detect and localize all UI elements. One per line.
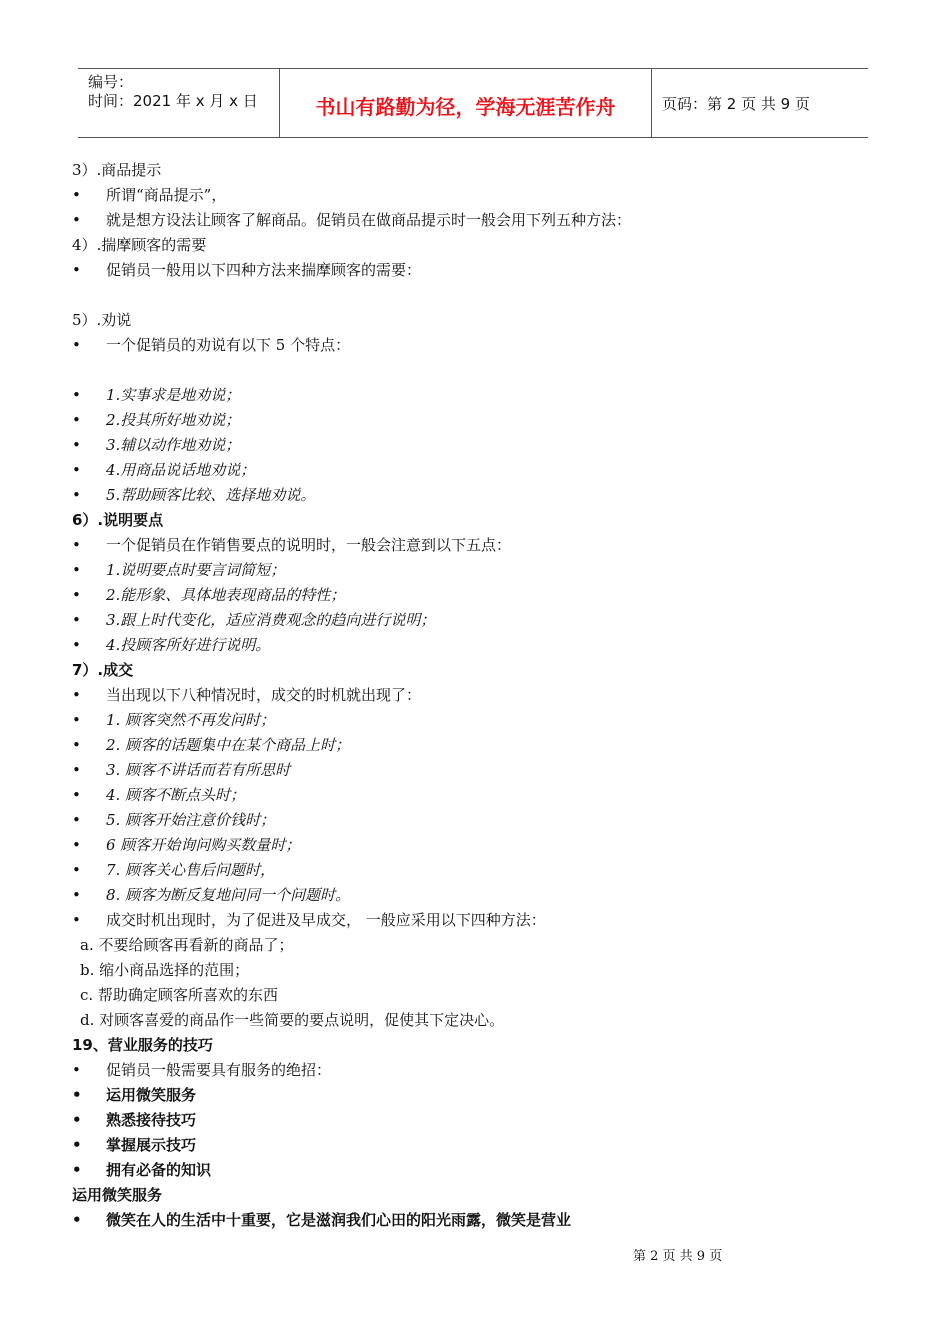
bullet-icon: • [72,586,81,604]
section-heading: 19、营业服务的技巧 [72,1036,213,1054]
bullet-icon: • [72,686,81,704]
bullet-item [72,1058,832,1083]
bullet-text: 运用微笑服务 [106,1086,197,1104]
bullet-item [72,1083,832,1108]
bullet-icon: • [72,1161,82,1179]
bullet-item [72,833,832,858]
bullet-icon: • [72,436,81,454]
bullet-text: 成交时机出现时，为了促进及早成交， 一般应采用以下四种方法： [106,911,546,929]
bullet-item [72,558,832,583]
bullet-text: 1. 顾客突然不再发问时； [106,711,276,729]
bullet-text: 4.用商品说话地劝说； [106,461,256,479]
bullet-text: 3. 顾客不讲话而若有所思时 [106,761,291,779]
bullet-text: 5.帮助顾客比较、选择地劝说。 [106,486,316,504]
bullet-item [72,433,832,458]
bullet-item [72,883,832,908]
bullet-item [72,783,832,808]
section-heading: 5）.劝说 [72,311,132,329]
bullet-icon: • [72,886,81,904]
section-heading: 运用微笑服务 [72,1186,163,1204]
bullet-text: 4.投顾客所好进行说明。 [106,636,271,654]
bullet-text: 一个促销员的劝说有以下 5 个特点： [106,336,351,354]
bullet-icon: • [72,911,81,929]
section-heading: 7）.成交 [72,661,134,679]
bullet-icon: • [72,461,81,479]
blank-line [72,358,832,383]
bullet-text: 就是想方设法让顾客了解商品。促销员在做商品提示时一般会用下列五种方法： [106,211,632,229]
bullet-item [72,208,832,233]
bullet-icon: • [72,761,81,779]
bullet-icon: • [72,411,81,429]
bullet-icon: • [72,486,81,504]
bullet-icon: • [72,1211,82,1229]
header-number: 编号： [88,73,134,91]
sub-item: c. 帮助确定顾客所喜欢的东西 [80,986,278,1004]
bullet-item [72,258,832,283]
bullet-text: 促销员一般需要具有服务的绝招： [106,1061,332,1079]
bullet-item [72,1158,832,1183]
bullet-icon: • [72,861,81,879]
header-meta [78,69,280,137]
bullet-icon: • [72,336,81,354]
bullet-text: 促销员一般用以下四种方法来揣摩顾客的需要： [106,261,422,279]
bullet-icon: • [72,536,81,554]
sub-item: b. 缩小商品选择的范围； [80,961,250,979]
bullet-item [72,608,832,633]
bullet-icon: • [72,736,81,754]
bullet-text: 6 顾客开始询问购买数量时； [106,836,301,854]
bullet-text: 2.能形象、具体地表现商品的特性； [106,586,346,604]
page-header [78,68,868,138]
bullet-icon: • [72,1061,81,1079]
header-date: 时间：2021 年 x 月 x 日 [88,92,258,110]
bullet-item [72,583,832,608]
bullet-item [72,908,832,933]
bullet-item [72,408,832,433]
bullet-text: 8. 顾客为断反复地问同一个问题时。 [106,886,351,904]
bullet-icon: • [72,836,81,854]
bullet-icon: • [72,186,81,204]
bullet-item [72,733,832,758]
bullet-icon: • [72,811,81,829]
bullet-text: 微笑在人的生活中十重要，它是滋润我们心田的阳光雨露，微笑是营业 [106,1211,572,1229]
bullet-icon: • [72,1086,82,1104]
sub-item: d. 对顾客喜爱的商品作一些简要的要点说明，促使其下定决心。 [80,1011,505,1029]
bullet-item [72,758,832,783]
bullet-text: 掌握展示技巧 [106,1136,197,1154]
section-heading: 3）.商品提示 [72,161,162,179]
bullet-text: 3.跟上时代变化，适应消费观念的趋向进行说明； [106,611,436,629]
bullet-text: 2.投其所好地劝说； [106,411,241,429]
bullet-text: 7. 顾客关心售后问题时， [106,861,276,879]
bullet-text: 所谓“商品提示”， [106,186,227,204]
bullet-text: 当出现以下八种情况时，成交的时机就出现了： [106,686,422,704]
section-heading: 4）.揣摩顾客的需要 [72,236,207,254]
bullet-icon: • [72,211,81,229]
bullet-item [72,633,832,658]
bullet-icon: • [72,636,81,654]
bullet-icon: • [72,386,81,404]
bullet-text: 4. 顾客不断点头时； [106,786,246,804]
bullet-item [72,808,832,833]
bullet-item [72,1208,832,1233]
bullet-item [72,183,832,208]
bullet-item [72,533,832,558]
bullet-item [72,383,832,408]
bullet-text: 2. 顾客的话题集中在某个商品上时； [106,736,351,754]
bullet-item [72,683,832,708]
document-body [72,158,832,1233]
header-motto: 书山有路勤为径，学海无涯苦作舟 [280,69,652,137]
bullet-icon: • [72,261,81,279]
bullet-item [72,1133,832,1158]
bullet-text: 1.说明要点时要言词简短； [106,561,286,579]
bullet-item [72,708,832,733]
bullet-text: 1.实事求是地劝说； [106,386,241,404]
bullet-text: 熟悉接待技巧 [106,1111,197,1129]
bullet-icon: • [72,611,81,629]
bullet-icon: • [72,1111,82,1129]
bullet-text: 拥有必备的知识 [106,1161,212,1179]
bullet-item [72,458,832,483]
sub-item: a. 不要给顾客再看新的商品了； [80,936,294,954]
bullet-item [72,483,832,508]
bullet-item [72,1108,832,1133]
bullet-icon: • [72,561,81,579]
page-footer: 第 2 页 共 9 页 [633,1249,723,1264]
bullet-icon: • [72,786,81,804]
blank-line [72,283,832,308]
bullet-text: 5. 顾客开始注意价钱时； [106,811,276,829]
section-heading: 6）.说明要点 [72,511,164,529]
bullet-icon: • [72,1136,82,1154]
header-page-info: 页码：第 2 页 共 9 页 [662,94,810,113]
bullet-item [72,858,832,883]
bullet-text: 一个促销员在作销售要点的说明时，一般会注意到以下五点： [106,536,512,554]
bullet-text: 3.辅以动作地劝说； [106,436,241,454]
bullet-icon: • [72,711,81,729]
bullet-item [72,333,832,358]
